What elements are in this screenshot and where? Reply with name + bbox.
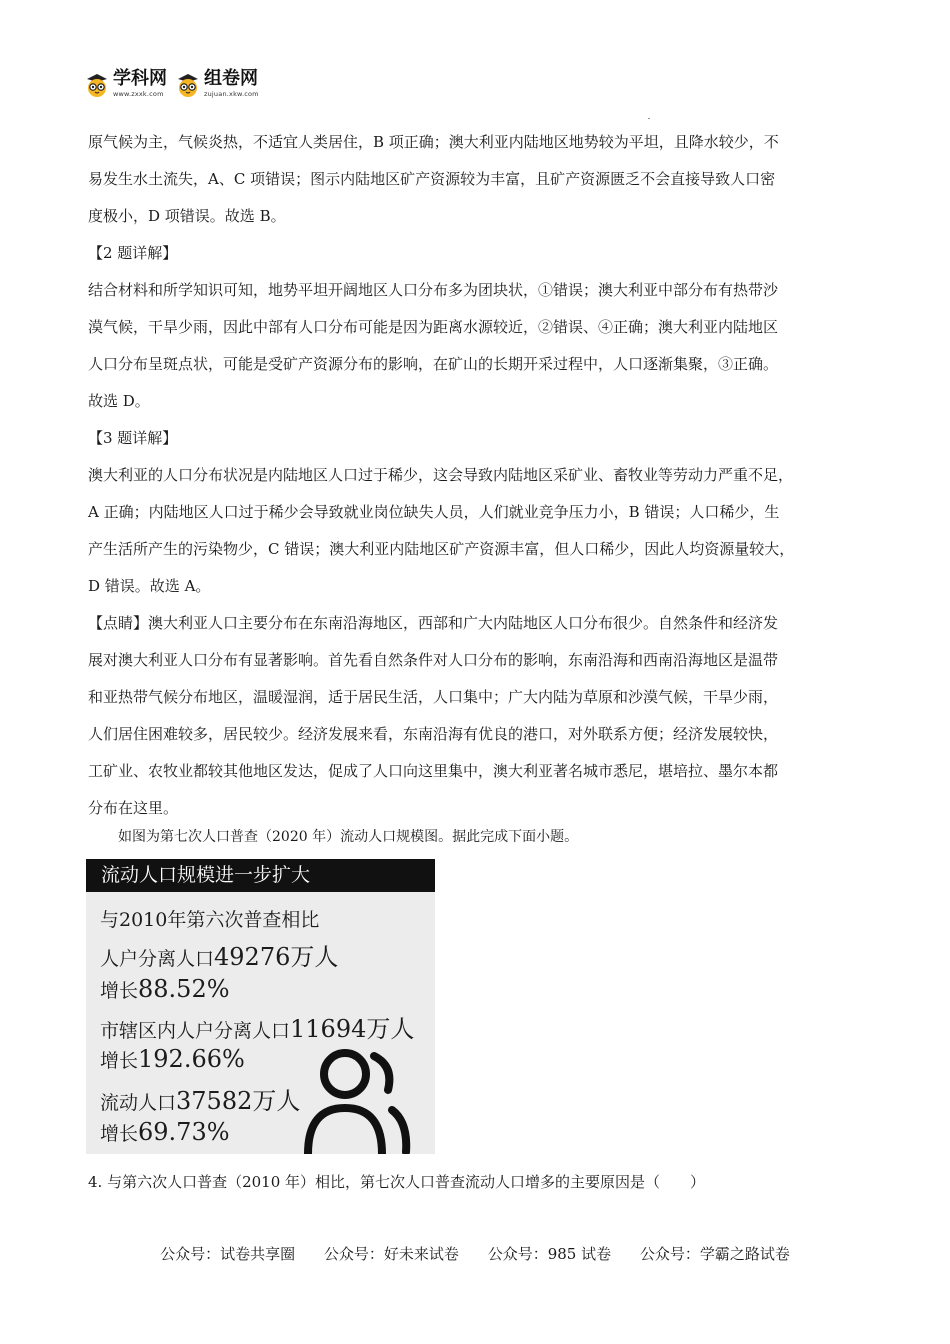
- stat-number: 49276: [214, 943, 291, 971]
- stat-unit: 万人: [366, 1015, 415, 1043]
- body-line: 分布在这里。: [88, 799, 179, 817]
- figure-stat-line: [100, 905, 319, 932]
- body-line: 故选 D。: [88, 392, 150, 410]
- owl-mascot-icon: [84, 72, 110, 98]
- body-line: 度极小，D 项错误。故选 B。: [88, 207, 286, 225]
- stat-number: 69.73%: [138, 1118, 230, 1146]
- body-line: 澳大利亚的人口分布状况是内陆地区人口过于稀少，这会导致内陆地区采矿业、畜牧业等劳动力严重不足，: [88, 466, 794, 484]
- zujuanwang-logo[interactable]: [175, 68, 259, 98]
- stat-number: 37582: [176, 1087, 253, 1115]
- stat-text: 流动人口: [100, 1092, 177, 1114]
- body-line: 工矿业、农牧业都较其他地区发达，促成了人口向这里集中，澳大利亚著名城市悉尼，堪培拉、墨尔本都: [88, 762, 779, 780]
- answer-explanation: [88, 124, 868, 827]
- floating-population-figure: [86, 859, 435, 1154]
- body-line: 产生活所产生的污染物少，C 错误；澳大利亚内陆地区矿产资源丰富，但人口稀少，因此人均资源量较大，: [88, 540, 795, 558]
- question-4: 4. 与第六次人口普查（2010 年）相比，第七次人口普查流动人口增多的主要原因是（ ）: [88, 1173, 706, 1191]
- body-line: 展对澳大利亚人口分布有显著影响。首先看自然条件对人口分布的影响，东南沿海和西南沿海地区是温带: [88, 651, 779, 669]
- footer-wechat-2: 公众号：好未来试卷: [323, 1245, 459, 1263]
- stat-text: 人户分离人口: [100, 948, 215, 970]
- figure-stat-line: [100, 1118, 230, 1146]
- body-line: 和亚热带气候分布地区，温暖湿润，适于居民生活，人口集中；广大内陆为草原和沙漠气候，干旱少雨，: [88, 688, 779, 706]
- xuekewang-logo[interactable]: [84, 68, 167, 98]
- logo-url-zjw: zujuan.xkw.com: [204, 90, 259, 98]
- stat-number: 11694: [290, 1015, 367, 1043]
- footer-wechat-3: 公众号：985 试卷: [487, 1245, 612, 1263]
- owl-mascot-icon: [175, 72, 201, 98]
- page-footer: [0, 1244, 950, 1264]
- stat-text: 增长: [100, 1123, 139, 1145]
- logo-url-xkw: www.zxxk.com: [113, 90, 164, 98]
- figure-stat-line: [100, 975, 230, 1003]
- figure-stat-line: [100, 937, 338, 972]
- body-line: 易发生水土流失，A、C 项错误；图示内陆地区矿产资源较为丰富，且矿产资源匮乏不会直接导致人口密: [88, 170, 776, 188]
- body-line: 人口分布呈斑点状，可能是受矿产资源分布的影响，在矿山的长期开采过程中，人口逐渐集聚，③正确。: [88, 355, 779, 373]
- logo-title-zjw: 组卷网: [204, 68, 258, 89]
- people-group-icon: [302, 1044, 412, 1154]
- figure-stat-line: [100, 1045, 245, 1073]
- stat-unit: 万人: [252, 1087, 301, 1115]
- figure-stat-line: [100, 1081, 300, 1116]
- stat-text: 与2010年第六次普查相比: [100, 909, 320, 931]
- footer-wechat-4: 公众号：学霸之路试卷: [639, 1245, 790, 1263]
- body-line: 结合材料和所学知识可知，地势平坦开阔地区人口分布多为团块状，①错误；澳大利亚中部分布有热带沙: [88, 281, 779, 299]
- figure-stat-line: [100, 1009, 414, 1044]
- section-heading: 【3 题详解】: [88, 429, 178, 447]
- figure-header: 流动人口规模进一步扩大: [86, 859, 435, 892]
- stat-text: 增长: [100, 980, 139, 1002]
- body-line: D 错误。故选 A。: [88, 577, 211, 595]
- stat-text: 增长: [100, 1050, 139, 1072]
- stray-mark: [648, 118, 650, 119]
- section-heading: 【2 题详解】: [88, 244, 178, 262]
- body-line: 原气候为主，气候炎热，不适宜人类居住，B 项正确；澳大利亚内陆地区地势较为平坦，且降水较少，不: [88, 133, 779, 151]
- stat-text: 市辖区内人户分离人口: [100, 1020, 291, 1042]
- stat-number: 192.66%: [138, 1045, 245, 1073]
- footer-wechat-1: 公众号：试卷共享圈: [160, 1245, 296, 1263]
- stat-number: 88.52%: [138, 975, 230, 1003]
- figure-intro: 如图为第七次人口普查（2020 年）流动人口规模图。据此完成下面小题。: [118, 829, 579, 845]
- site-logo-bar: [84, 68, 259, 108]
- body-line: A 正确；内陆地区人口过于稀少会导致就业岗位缺失人员，人们就业竞争压力小，B 错误；人口稀少，生: [88, 503, 780, 521]
- body-line: 漠气候，干旱少雨，因此中部有人口分布可能是因为距离水源较近，②错误、④正确；澳大利亚内陆地区: [88, 318, 779, 336]
- logo-title-xkw: 学科网: [113, 68, 167, 89]
- stat-unit: 万人: [290, 943, 339, 971]
- body-line: 【点睛】澳大利亚人口主要分布在东南沿海地区，西部和广大内陆地区人口分布很少。自然条件和经济发: [88, 614, 779, 632]
- body-line: 人们居住困难较多，居民较少。经济发展来看，东南沿海有优良的港口，对外联系方便；经济发展较快，: [88, 725, 779, 743]
